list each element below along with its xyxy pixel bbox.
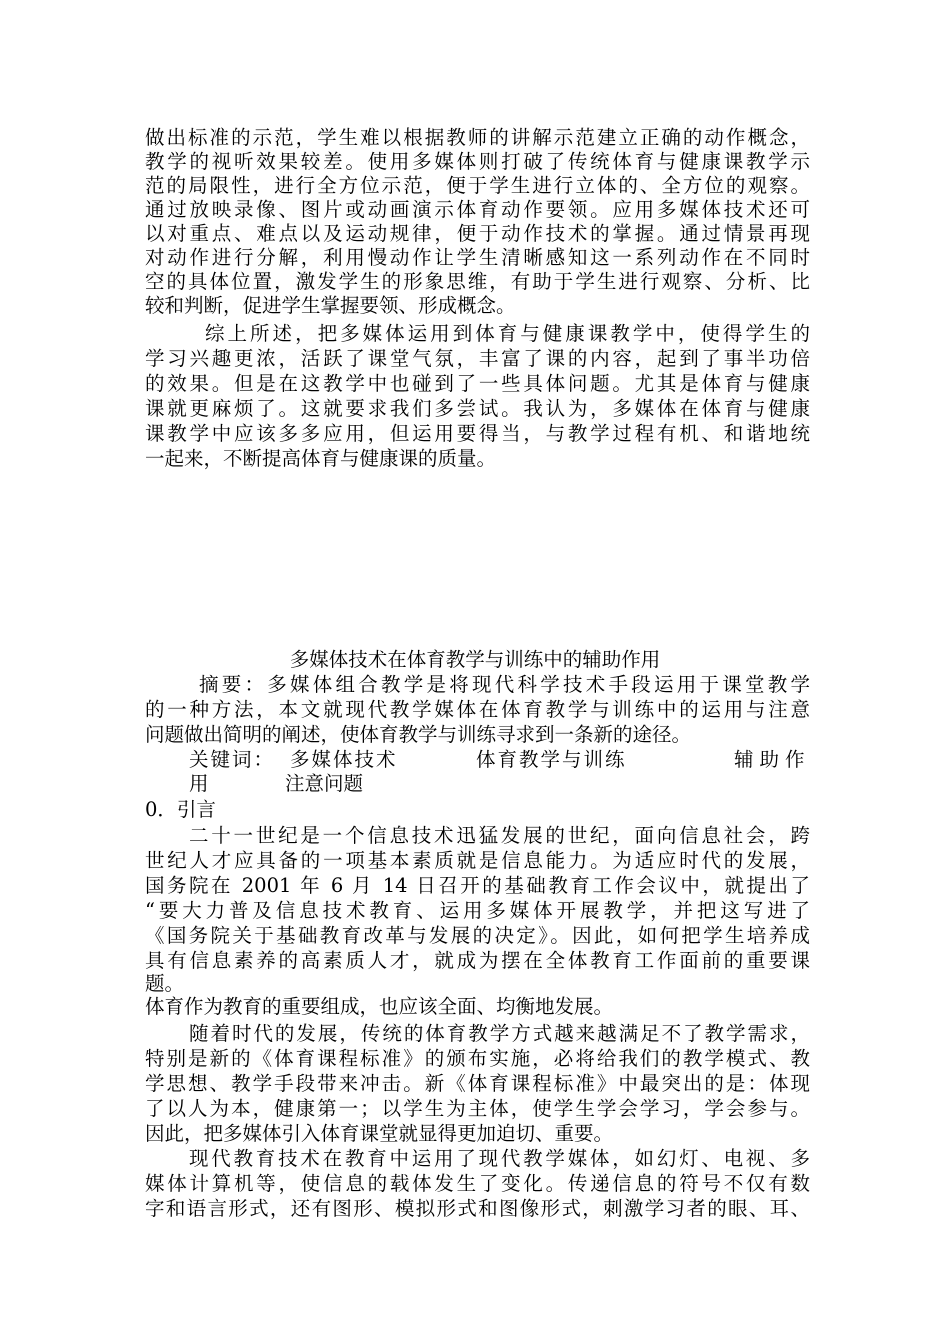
section-heading: 0．引言: [145, 798, 216, 821]
abstract-line: 问题做出简明的阐述，使体育教学与训练寻求到一条新的途径。: [145, 723, 692, 746]
body-line: 做出标准的示范，学生难以根据教师的讲解示范建立正确的动作概念，: [145, 126, 810, 149]
intro-line: 《国务院关于基础教育改革与发展的决定》。因此，如何把学生培养成: [145, 924, 810, 947]
abstract-line: 的一种方法，本文就现代教学媒体在体育教学与训练中的运用与注意: [145, 698, 810, 721]
body-line: 较和判断，促进学生掌握要领、形成概念。: [145, 294, 516, 317]
intro-line: 国务院在 2001 年 6 月 14 日召开的基础教育工作会议中，就提出了: [145, 874, 810, 897]
body-line: 以对重点、难点以及运动规律，便于动作技术的掌握。通过情景再现: [145, 222, 810, 245]
body-line: 范的局限性，进行全方位示范，便于学生进行立体的、全方位的观察。: [145, 174, 810, 197]
keyword: 辅助作: [734, 748, 811, 771]
para3-line: 字和语言形式，还有图形、模拟形式和图像形式，刺激学习者的眼、耳、: [145, 1197, 810, 1220]
body-line: 空的具体位置，激发学生的形象思维，有助于学生进行观察、分析、比: [145, 270, 810, 293]
conclusion-line: 学习兴趣更浓，活跃了课堂气氛，丰富了课的内容，起到了事半功倍: [145, 347, 810, 370]
conclusion-line: 课教学中应该多多应用，但运用要得当，与教学过程有机、和谐地统: [145, 422, 810, 445]
body-line: 教学的视听效果较差。使用多媒体则打破了传统体育与健康课教学示: [145, 150, 810, 173]
keyword: 用: [189, 772, 209, 795]
keywords-label: 关键词：: [189, 748, 276, 771]
conclusion-line: 课就更麻烦了。这就要求我们多尝试。我认为，多媒体在体育与健康: [145, 397, 810, 420]
body-line: 通过放映录像、图片或动画演示体育动作要领。应用多媒体技术还可: [145, 198, 810, 221]
body-line: 对动作进行分解，利用慢动作让学生清晰感知这一系列动作在不同时: [145, 246, 810, 269]
keyword: 多媒体技术: [290, 748, 398, 771]
intro-line: 题。: [145, 972, 185, 995]
conclusion-line: 的效果。但是在这教学中也碰到了一些具体问题。尤其是体育与健康: [145, 372, 810, 395]
intro-line: 体育作为教育的重要组成，也应该全面、均衡地发展。: [145, 995, 614, 1018]
para2-line: 随着时代的发展，传统的体育教学方式越来越满足不了教学需求，: [189, 1022, 810, 1045]
para2-line: 学思想、教学手段带来冲击。新《体育课程标准》中最突出的是：体现: [145, 1072, 810, 1095]
intro-line: 二十一世纪是一个信息技术迅猛发展的世纪，面向信息社会，跨: [189, 824, 810, 847]
intro-line: 具有信息素养的高素质人才，就成为摆在全体教育工作面前的重要课: [145, 949, 810, 972]
para2-line: 特别是新的《体育课程标准》的颁布实施，必将给我们的教学模式、教: [145, 1047, 810, 1070]
keyword: 注意问题: [285, 772, 364, 795]
conclusion-line: 一起来，不断提高体育与健康课的质量。: [145, 447, 497, 470]
article-title: 多媒体技术在体育教学与训练中的辅助作用: [289, 648, 661, 671]
keyword: 体育教学与训练: [476, 748, 627, 771]
abstract-line: 摘要：多媒体组合教学是将现代科学技术手段运用于课堂教学: [199, 673, 810, 696]
intro-line: 世纪人才应具备的一项基本素质就是信息能力。为适应时代的发展，: [145, 849, 810, 872]
intro-line: “要大力普及信息技术教育、运用多媒体开展教学，并把这写进了: [145, 899, 810, 922]
para2-line: 因此，把多媒体引入体育课堂就显得更加迫切、重要。: [145, 1122, 614, 1145]
para2-line: 了以人为本，健康第一；以学生为主体，使学生学会学习，学会参与。: [145, 1097, 810, 1120]
conclusion-line: 综上所述，把多媒体运用到体育与健康课教学中，使得学生的: [205, 322, 810, 345]
para3-line: 媒体计算机等，使信息的载体发生了变化。传递信息的符号不仅有数: [145, 1172, 810, 1195]
para3-line: 现代教育技术在教育中运用了现代教学媒体，如幻灯、电视、多: [189, 1147, 810, 1170]
